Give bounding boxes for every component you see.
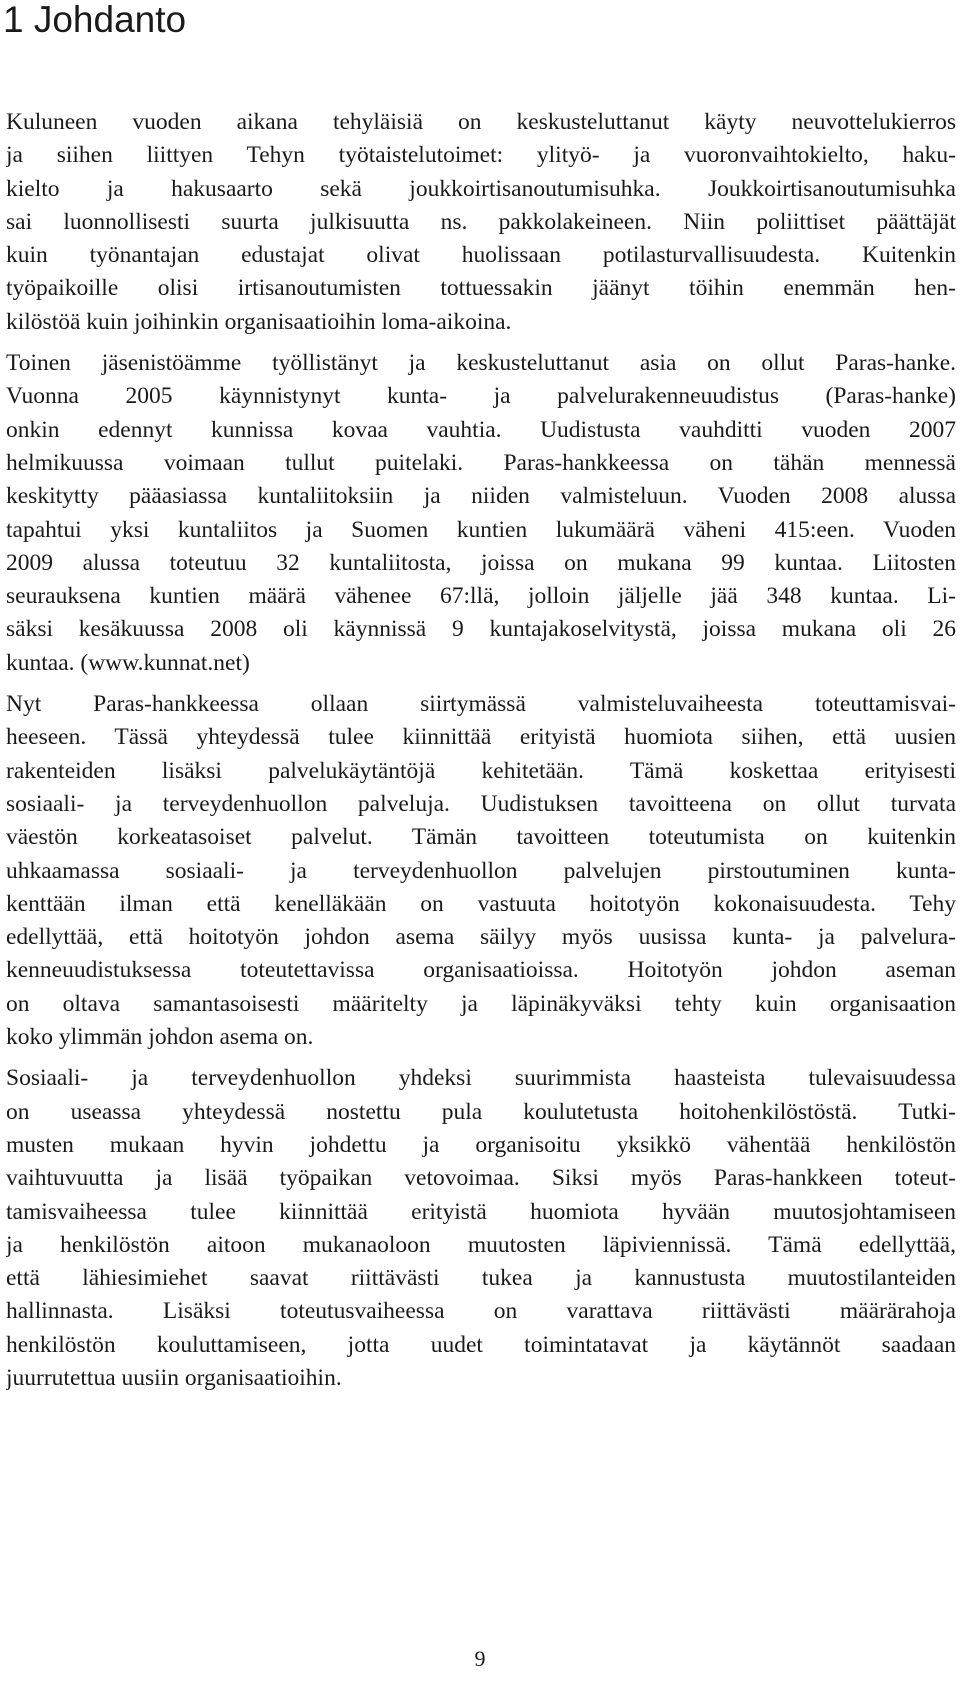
text-line: sosiaali- ja terveydenhuollon palveluja. Uudistuksen tavoitteena on ollut turvata <box>6 790 956 817</box>
text-line: keskitytty pääasiassa kuntaliitoksiin ja niiden valmisteluun. Vuoden 2008 alussa <box>6 483 956 510</box>
text-line: tamisvaiheessa tulee kiinnittää erityistä huomiota hyvään muutosjohtamiseen <box>6 1198 956 1225</box>
paragraph <box>6 347 956 680</box>
text-line: kuin työnantajan edustajat olivat huolissaan potilasturvallisuudesta. Kuitenkin <box>6 242 956 269</box>
text-line: uhkaamassa sosiaali- ja terveydenhuollon palvelujen pirstoutuminen kunta- <box>6 857 956 884</box>
text-line: sai luonnollisesti suurta julkisuutta ns. pakkolakeineen. Niin poliittiset päättäjät <box>6 208 956 235</box>
paragraph <box>6 106 956 339</box>
text-line: on oltava samantasoisesti määritelty ja läpinäkyväksi tehty kuin organisaation <box>6 990 956 1017</box>
text-line: heeseen. Tässä yhteydessä tulee kiinnittää erityistä huomiota siihen, että uusien <box>6 724 956 751</box>
text-line: koko ylimmän johdon asema on. <box>6 1024 314 1051</box>
text-line: edellyttää, että hoitotyön johdon asema säilyy myös uusissa kunta- ja palvelura- <box>6 924 956 951</box>
text-line: säksi kesäkuussa 2008 oli käynnissä 9 kuntajakoselvitystä, joissa mukana oli 26 <box>6 616 956 643</box>
text-line: vaihtuvuutta ja lisää työpaikan vetovoimaa. Siksi myös Paras-hankkeen toteut- <box>6 1165 956 1192</box>
text-line: juurrutettua uusiin organisaatioihin. <box>6 1364 342 1391</box>
text-line: Nyt Paras-hankkeessa ollaan siirtymässä valmisteluvaiheesta toteuttamisvai- <box>6 691 956 718</box>
paragraph <box>6 688 956 1054</box>
text-line: seurauksena kuntien määrä vähenee 67:llä, jolloin jäljelle jää 348 kuntaa. Li- <box>6 583 956 610</box>
text-line: Sosiaali- ja terveydenhuollon yhdeksi suurimmista haasteista tulevaisuudessa <box>6 1065 956 1092</box>
text-line: musten mukaan hyvin johdettu ja organisoitu yksikkö vähentää henkilöstön <box>6 1131 956 1158</box>
text-line: rakenteiden lisäksi palvelukäytäntöjä kehitetään. Tämä koskettaa erityisesti <box>6 757 956 784</box>
text-line: tapahtui yksi kuntaliitos ja Suomen kuntien lukumäärä väheni 415:een. Vuoden <box>6 516 956 543</box>
text-line: ja siihen liittyen Tehyn työtaistelutoimet: ylityö- ja vuoronvaihtokielto, haku- <box>6 142 956 169</box>
text-line: on useassa yhteydessä nostettu pula koulutetusta hoitohenkilöstöstä. Tutki- <box>6 1098 956 1125</box>
body-text <box>6 106 956 1403</box>
text-line: kenttään ilman että kenelläkään on vastuuta hoitotyön kokonaisuudesta. Tehy <box>6 890 956 917</box>
text-line: Vuonna 2005 käynnistynyt kunta- ja palvelurakenneuudistus (Paras-hanke) <box>6 383 956 410</box>
text-line: työpaikoille olisi irtisanoutumisten tottuessakin jäänyt töihin enemmän hen- <box>6 275 956 302</box>
text-line: väestön korkeatasoiset palvelut. Tämän tavoitteen toteutumista on kuitenkin <box>6 824 956 851</box>
chapter-heading: 1 Johdanto <box>3 0 187 40</box>
text-line: kilöstöä kuin joihinkin organisaatioihin loma-aikoina. <box>6 308 512 335</box>
text-line: hallinnasta. Lisäksi toteutusvaiheessa on varattava riittävästi määrärahoja <box>6 1298 956 1325</box>
text-line: että lähiesimiehet saavat riittävästi tukea ja kannustusta muutostilanteiden <box>6 1265 956 1292</box>
text-line: onkin edennyt kunnissa kovaa vauhtia. Uudistusta vauhditti vuoden 2007 <box>6 416 956 443</box>
text-line: 2009 alussa toteutuu 32 kuntaliitosta, joissa on mukana 99 kuntaa. Liitosten <box>6 549 956 576</box>
text-line: Kuluneen vuoden aikana tehyläisiä on keskusteluttanut käyty neuvottelukierros <box>6 109 956 135</box>
text-line: Toinen jäsenistöämme työllistänyt ja keskusteluttanut asia on ollut Paras-hanke. <box>6 350 956 377</box>
paragraph <box>6 1062 956 1395</box>
text-line: ja henkilöstön aitoon mukanaoloon muutosten läpiviennissä. Tämä edellyttää, <box>6 1231 956 1258</box>
text-line: henkilöstön kouluttamiseen, jotta uudet toimintatavat ja käytännöt saadaan <box>6 1331 956 1358</box>
page-number: 9 <box>474 1646 486 1671</box>
text-line: kielto ja hakusaarto sekä joukkoirtisanoutumisuhka. Joukkoirtisanoutumisuhka <box>6 175 956 202</box>
text-line: helmikuussa voimaan tullut puitelaki. Paras-hankkeessa on tähän mennessä <box>6 449 956 476</box>
text-line: kuntaa. (www.kunnat.net) <box>6 649 250 676</box>
text-line: kenneuudistuksessa toteutettavissa organisaatioissa. Hoitotyön johdon aseman <box>6 957 956 984</box>
